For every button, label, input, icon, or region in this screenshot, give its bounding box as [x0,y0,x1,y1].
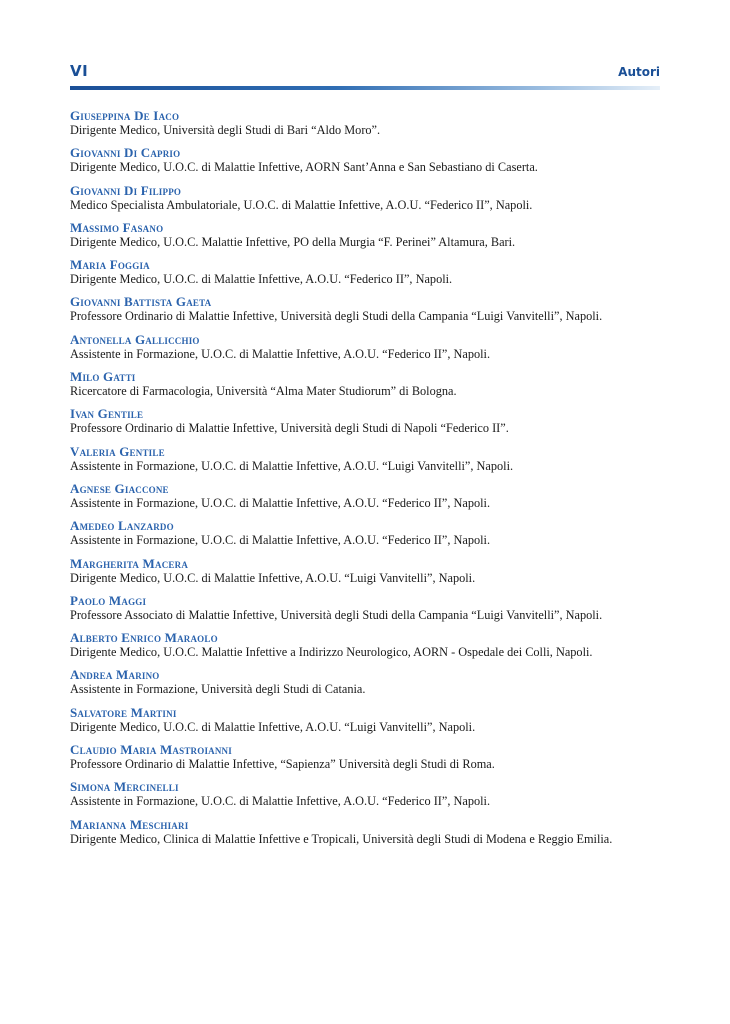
author-entry [70,444,662,475]
author-name: Marianna Meschiari [70,816,189,832]
author-name: Ivan Gentile [70,406,144,422]
author-entry [70,630,662,661]
author-name: Milo Gatti [70,369,136,385]
author-affiliation: Assistente in Formazione, U.O.C. di Malattie Infettive, A.O.U. “Luigi Vanvitelli”, Napoli. [70,458,514,473]
author-affiliation: Assistente in Formazione, U.O.C. di Malattie Infettive, A.O.U. “Federico II”, Napoli. [70,794,491,809]
author-affiliation: Professore Ordinario di Malattie Infettive, Università degli Studi di Napoli “Federico II”. [70,421,509,436]
author-affiliation: Dirigente Medico, U.O.C. di Malattie Infettive, A.O.U. “Federico II”, Napoli. [70,272,453,287]
author-entry [70,145,662,176]
author-name: Simona Mercinelli [70,779,179,795]
author-name: Amedeo Lanzardo [70,518,174,534]
author-name: Andrea Marino [70,667,160,683]
author-entry [70,742,662,773]
author-name: Agnese Giaccone [70,480,169,496]
author-name: Maria Foggia [70,257,150,273]
author-name: Valeria Gentile [70,443,165,459]
author-affiliation: Professore Ordinario di Malattie Infettive, Università degli Studi della Campania “Luigi Vanvitelli”, Napoli. [70,309,603,324]
author-name: Alberto Enrico Maraolo [70,630,218,646]
author-affiliation: Dirigente Medico, Università degli Studi di Bari “Aldo Moro”. [70,123,381,137]
author-entry [70,481,662,512]
author-affiliation: Assistente in Formazione, U.O.C. di Malattie Infettive, A.O.U. “Federico II”, Napoli. [70,346,491,361]
author-entry [70,406,662,437]
author-entry [70,518,662,549]
author-name: Giovanni Di Caprio [70,145,181,161]
author-entry [70,369,662,400]
author-name: Paolo Maggi [70,592,147,608]
author-affiliation: Dirigente Medico, U.O.C. Malattie Infettive a Indirizzo Neurologico, AORN - Ospedale dei Colli, Napoli. [70,645,593,660]
author-entry [70,220,662,251]
author-name: Giuseppina De Iaco [70,108,180,123]
author-affiliation: Professore Associato di Malattie Infettive, Università degli Studi della Campania “Luigi Vanvitelli”, Napoli. [70,607,603,622]
author-entry [70,183,662,214]
author-affiliation: Ricercatore di Farmacologia, Università “Alma Mater Studiorum” di Bologna. [70,384,457,399]
author-affiliation: Medico Specialista Ambulatoriale, U.O.C. di Malattie Infettive, A.O.U. “Federico II”, Napoli. [70,197,533,212]
header-rule [70,86,660,90]
author-affiliation: Dirigente Medico, Clinica di Malattie Infettive e Tropicali, Università degli Studi di Modena e Reggio Emilia. [70,831,613,846]
author-entry [70,593,662,624]
author-name: Massimo Fasano [70,219,164,235]
page-number: VI [70,62,89,80]
author-entry [70,705,662,736]
author-affiliation: Dirigente Medico, U.O.C. Malattie Infettive, PO della Murgia “F. Perinei” Altamura, Bari. [70,234,516,249]
author-entry [70,332,662,363]
section-title: Autori [618,65,660,79]
author-affiliation: Dirigente Medico, U.O.C. di Malattie Infettive, AORN Sant’Anna e San Sebastiano di Caserta. [70,160,538,175]
author-name: Margherita Macera [70,555,189,571]
author-entry [70,257,662,288]
author-affiliation: Professore Ordinario di Malattie Infettive, “Sapienza” Università degli Studi di Roma. [70,757,495,772]
author-affiliation: Assistente in Formazione, U.O.C. di Malattie Infettive, A.O.U. “Federico II”, Napoli. [70,533,491,548]
author-name: Salvatore Martini [70,704,177,720]
author-entry [70,108,662,139]
author-entry [70,294,662,325]
author-name: Claudio Maria Mastroianni [70,742,232,758]
author-name: Giovanni Battista Gaeta [70,294,212,310]
author-entry [70,817,662,848]
author-entry [70,779,662,810]
author-name: Antonella Gallicchio [70,331,200,347]
author-affiliation: Assistente in Formazione, Università degli Studi di Catania. [70,682,366,697]
author-name: Giovanni Di Filippo [70,182,182,198]
author-affiliation: Dirigente Medico, U.O.C. di Malattie Infettive, A.O.U. “Luigi Vanvitelli”, Napoli. [70,570,476,585]
author-entry [70,556,662,587]
author-affiliation: Assistente in Formazione, U.O.C. di Malattie Infettive, A.O.U. “Federico II”, Napoli. [70,495,491,510]
author-entry [70,667,662,698]
author-list [70,108,662,854]
author-affiliation: Dirigente Medico, U.O.C. di Malattie Infettive, A.O.U. “Luigi Vanvitelli”, Napoli. [70,719,476,734]
